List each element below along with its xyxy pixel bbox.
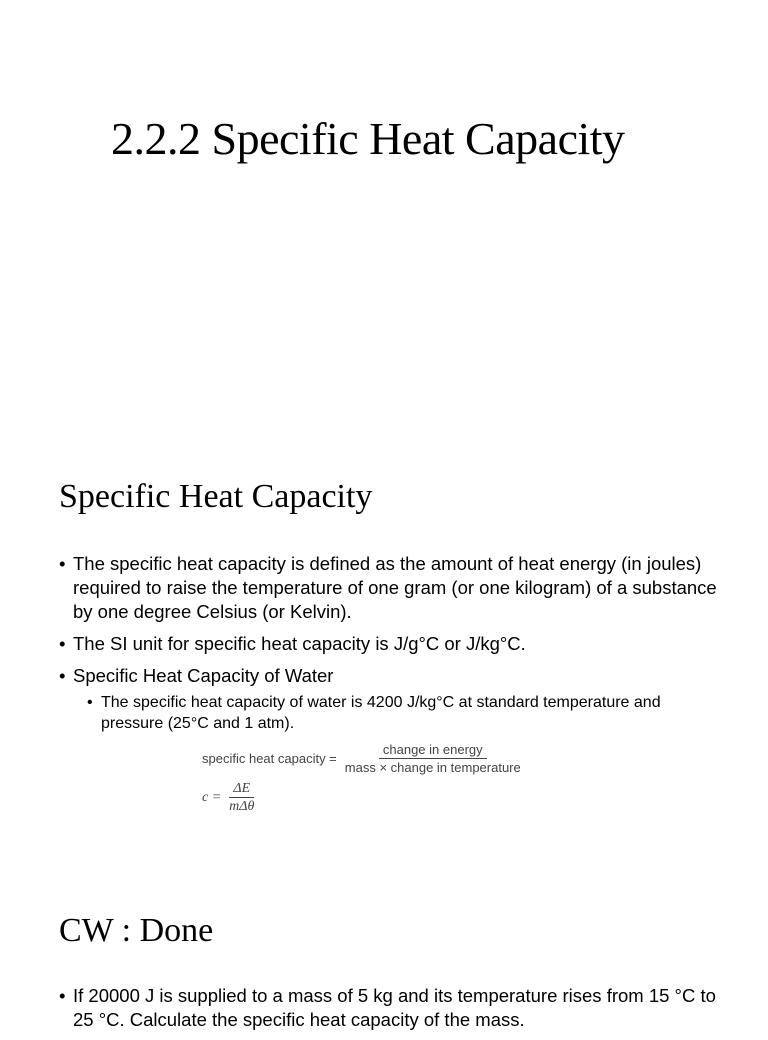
formula-symbol-denominator: mΔθ — [229, 799, 255, 814]
bullet-si-unit: • The SI unit for specific heat capacity is J/g°C or J/kg°C. — [59, 632, 719, 656]
bullet-question: • If 20000 J is supplied to a mass of 5 kg and its temperature rises from 15 °C to 25 °C. Calculate the specific heat capacity of the mass. — [59, 984, 719, 1032]
formula-numerator: change in energy — [379, 742, 487, 759]
formula-image — [202, 742, 525, 814]
formula-denominator: mass × change in temperature — [344, 760, 521, 775]
bullet-list — [59, 984, 719, 1040]
slide-title: CW : Done — [59, 912, 214, 949]
sub-bullet-list — [73, 692, 719, 734]
sub-bullet-water-value: • The specific heat capacity of water is 4200 J/kg°C at standard temperature and pressure (25°C and 1 atm). — [73, 692, 719, 734]
slide-definition — [0, 440, 768, 860]
formula-lhs: specific heat capacity = — [202, 751, 337, 766]
formula-fraction — [341, 742, 525, 775]
bullet-list — [59, 552, 719, 742]
formula-symbol-lhs: c = — [202, 789, 222, 805]
bullet-water — [59, 664, 719, 734]
formula-symbols — [202, 781, 525, 814]
formula-words — [202, 742, 525, 775]
bullet-water-label: Specific Heat Capacity of Water — [73, 665, 334, 686]
formula-symbol-fraction — [225, 781, 258, 814]
bullet-definition: • The specific heat capacity is defined as the amount of heat energy (in joules) required to raise the temperature of one gram (or one kilogram) of a substance by one degree Celsius (or Kelvin). — [59, 552, 719, 624]
formula-symbol-numerator: ΔE — [229, 781, 254, 798]
slide-title: Specific Heat Capacity — [59, 478, 373, 515]
slide-classwork — [0, 880, 768, 1030]
slide-title-page — [0, 0, 768, 430]
main-title: 2.2.2 Specific Heat Capacity — [111, 113, 625, 164]
